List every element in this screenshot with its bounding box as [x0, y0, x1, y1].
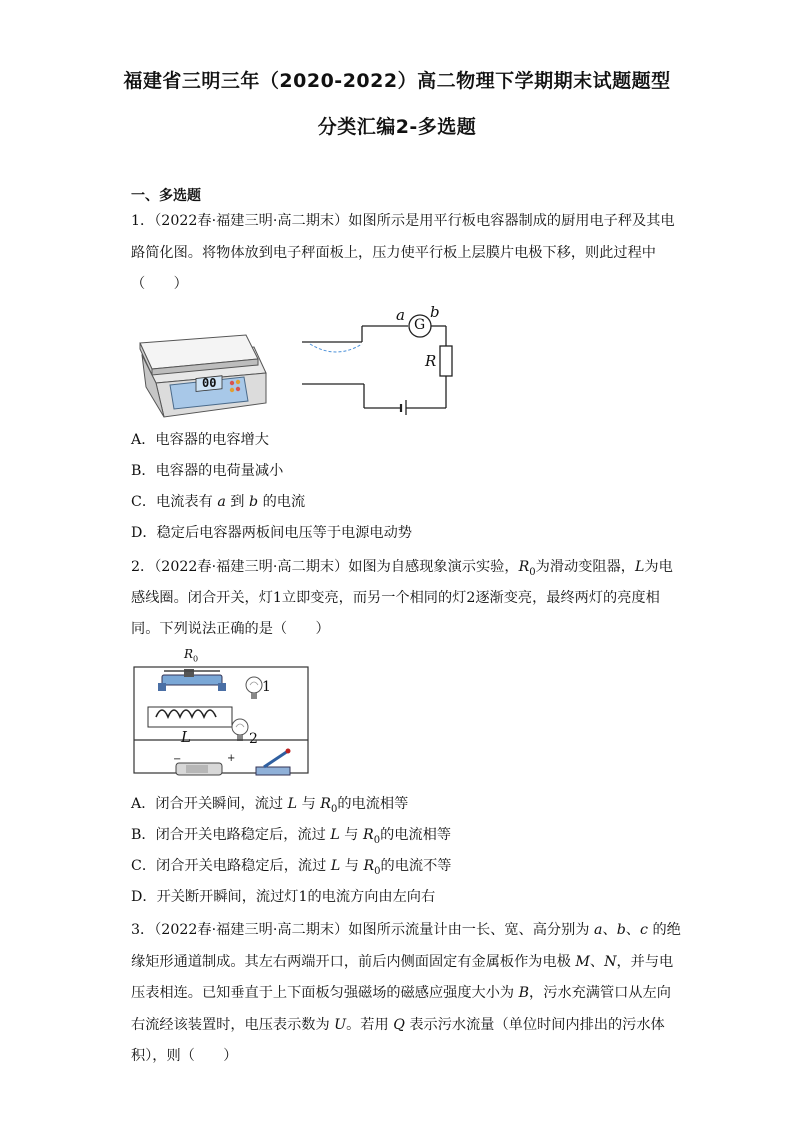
battery-minus-label: −	[173, 754, 182, 765]
q1-option-d: D．稳定后电容器两板间电压等于电源电动势	[131, 525, 412, 541]
battery-plus-label: +	[227, 753, 236, 764]
q1-option-c: C．电流表有 a 到 b 的电流	[131, 494, 306, 510]
scale-display-readout: 00	[202, 376, 217, 390]
lamp1-label: 1	[262, 679, 271, 695]
lamp2-label: 2	[249, 731, 258, 747]
q3-stem-line5: 积），则（ ）	[131, 1048, 238, 1064]
q1-scale-illustration	[134, 325, 274, 420]
q2-stem-line3: 同。下列说法正确的是（ ）	[131, 621, 330, 637]
q2-option-a: A．闭合开关瞬间，流过 L 与 $R_0$的电流相等	[131, 796, 409, 815]
q1-option-b: B．电容器的电荷量减小	[131, 463, 284, 479]
q1-stem-line3: （ ）	[131, 276, 188, 292]
q1-stem-line1: 1．（2022春·福建三明·高二期末）如图所示是用平行板电容器制成的厨用电子秤及其电	[131, 213, 675, 229]
circuit-label-b: b	[430, 303, 440, 321]
q2-option-d: D．开关断开瞬间，流过灯1的电流方向由左向右	[131, 889, 436, 905]
document-title-line2: 分类汇编2-多选题	[317, 116, 477, 138]
q1-stem-line2: 路简化图。将物体放到电子秤面板上，压力使平行板上层膜片电极下移，则此过程中	[131, 245, 656, 261]
resistor-label: R	[425, 352, 437, 370]
rheostat-label: $R_0$	[184, 647, 199, 664]
q3-stem-line4: 右流经该装置时，电压表示数为 U。若用 Q 表示污水流量（单位时间内排出的污水体	[131, 1017, 665, 1033]
section-heading: 一、多选题	[131, 188, 201, 204]
q2-stem-line2: 感线圈。闭合开关，灯1立即变亮，而另一个相同的灯2逐渐变亮，最终两灯的亮度相	[131, 590, 660, 606]
q3-stem-line3: 压表相连。已知垂直于上下面板匀强磁场的磁感应强度大小为 B，污水充满管口从左向	[131, 985, 671, 1001]
document-title-line1: 福建省三明三年（2020-2022）高二物理下学期期末试题题型	[123, 70, 671, 92]
inductor-label: L	[181, 728, 191, 746]
q3-stem-line1: 3．（2022春·福建三明·高二期末）如图所示流量计由一长、宽、高分别为 a、b、c 的绝	[131, 922, 681, 938]
q2-option-b: B．闭合开关电路稳定后，流过 L 与 $R_0$的电流相等	[131, 827, 452, 846]
circuit-label-a: a	[396, 306, 405, 324]
q1-option-a: A．电容器的电容增大	[131, 432, 269, 448]
q2-stem-line1: 2．（2022春·福建三明·高二期末）如图为自感现象演示实验，$R_0$为滑动变阻器，L为电	[131, 559, 673, 578]
galvanometer-label: G	[414, 317, 426, 333]
q3-stem-line2: 缘矩形通道制成。其左右两端开口，前后内侧面固定有金属板作为电极 M、N，并与电	[131, 954, 674, 970]
q2-option-c: C．闭合开关电路稳定后，流过 L 与 $R_0$的电流不等	[131, 858, 452, 877]
